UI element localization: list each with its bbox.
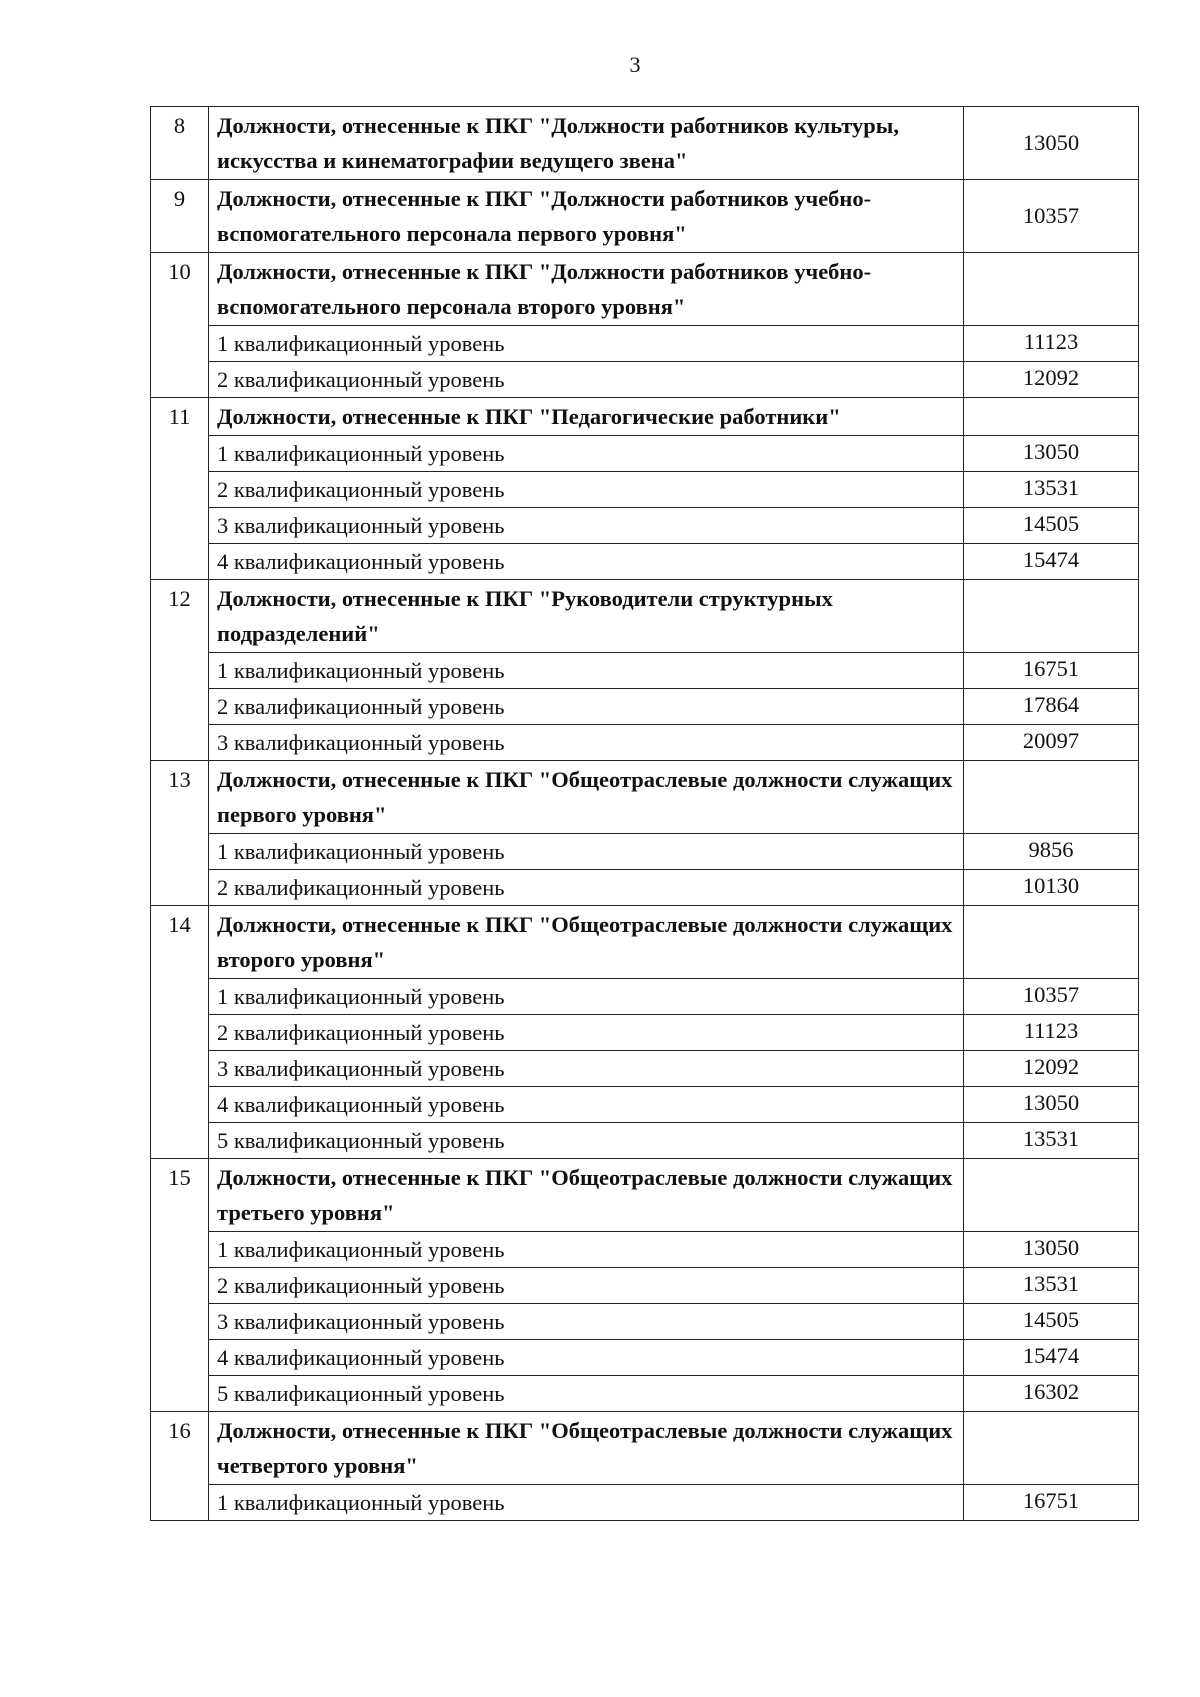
level-label: 2 квалификационный уровень (209, 689, 964, 725)
level-label: 2 квалификационный уровень (209, 1015, 964, 1051)
group-title: Должности, отнесенные к ПКГ "Должности работников учебно-вспомогательного персонала второго уровня" (209, 253, 964, 326)
level-label: 1 квалификационный уровень (209, 1485, 964, 1521)
level-value: 13050 (964, 1232, 1139, 1268)
level-value: 13050 (964, 1087, 1139, 1123)
level-row (151, 1087, 1139, 1123)
group-title: Должности, отнесенные к ПКГ "Общеотраслевые должности служащих четвертого уровня" (209, 1412, 964, 1485)
group-value (964, 398, 1139, 436)
group-number: 14 (151, 906, 209, 1159)
group-value (964, 580, 1139, 653)
level-row (151, 326, 1139, 362)
level-label: 3 квалификационный уровень (209, 1051, 964, 1087)
group-number: 13 (151, 761, 209, 906)
level-value: 16751 (964, 653, 1139, 689)
level-label: 1 квалификационный уровень (209, 653, 964, 689)
level-label: 5 квалификационный уровень (209, 1376, 964, 1412)
level-value: 16751 (964, 1485, 1139, 1521)
group-number: 11 (151, 398, 209, 580)
level-label: 5 квалификационный уровень (209, 1123, 964, 1159)
level-row (151, 1340, 1139, 1376)
level-row (151, 1232, 1139, 1268)
level-label: 3 квалификационный уровень (209, 1304, 964, 1340)
group-value: 13050 (964, 107, 1139, 180)
level-row (151, 653, 1139, 689)
level-value: 13531 (964, 472, 1139, 508)
group-row (151, 107, 1139, 180)
level-value: 13050 (964, 436, 1139, 472)
level-value: 16302 (964, 1376, 1139, 1412)
level-row (151, 979, 1139, 1015)
level-value: 9856 (964, 834, 1139, 870)
level-label: 4 квалификационный уровень (209, 544, 964, 580)
level-row (151, 725, 1139, 761)
group-row (151, 1159, 1139, 1232)
level-row (151, 1123, 1139, 1159)
level-value: 12092 (964, 1051, 1139, 1087)
salary-table (150, 106, 1139, 1521)
level-row (151, 544, 1139, 580)
level-value: 17864 (964, 689, 1139, 725)
level-label: 1 квалификационный уровень (209, 979, 964, 1015)
group-row (151, 580, 1139, 653)
group-row (151, 906, 1139, 979)
group-row (151, 180, 1139, 253)
group-title: Должности, отнесенные к ПКГ "Общеотраслевые должности служащих второго уровня" (209, 906, 964, 979)
group-title: Должности, отнесенные к ПКГ "Должности работников учебно-вспомогательного персонала первого уровня" (209, 180, 964, 253)
group-title: Должности, отнесенные к ПКГ "Руководители структурных подразделений" (209, 580, 964, 653)
group-number: 16 (151, 1412, 209, 1521)
level-row (151, 1268, 1139, 1304)
level-label: 2 квалификационный уровень (209, 870, 964, 906)
level-label: 2 квалификационный уровень (209, 472, 964, 508)
group-value (964, 1412, 1139, 1485)
level-value: 13531 (964, 1268, 1139, 1304)
level-value: 11123 (964, 1015, 1139, 1051)
page-number: 3 (629, 52, 641, 77)
level-row (151, 1376, 1139, 1412)
level-label: 1 квалификационный уровень (209, 326, 964, 362)
group-number: 15 (151, 1159, 209, 1412)
level-row (151, 834, 1139, 870)
level-value: 10130 (964, 870, 1139, 906)
level-row (151, 362, 1139, 398)
level-label: 1 квалификационный уровень (209, 834, 964, 870)
level-row (151, 689, 1139, 725)
group-title: Должности, отнесенные к ПКГ "Общеотраслевые должности служащих первого уровня" (209, 761, 964, 834)
level-label: 2 квалификационный уровень (209, 1268, 964, 1304)
level-row (151, 870, 1139, 906)
level-label: 3 квалификационный уровень (209, 508, 964, 544)
group-row (151, 1412, 1139, 1485)
level-label: 2 квалификационный уровень (209, 362, 964, 398)
group-value (964, 906, 1139, 979)
group-value: 10357 (964, 180, 1139, 253)
level-row (151, 472, 1139, 508)
group-title: Должности, отнесенные к ПКГ "Педагогические работники" (209, 398, 964, 436)
level-label: 1 квалификационный уровень (209, 436, 964, 472)
level-row (151, 508, 1139, 544)
group-number: 9 (151, 180, 209, 253)
group-row (151, 398, 1139, 436)
group-number: 10 (151, 253, 209, 398)
level-row (151, 1304, 1139, 1340)
level-label: 1 квалификационный уровень (209, 1232, 964, 1268)
level-row (151, 1015, 1139, 1051)
group-row (151, 761, 1139, 834)
group-number: 12 (151, 580, 209, 761)
level-label: 4 квалификационный уровень (209, 1340, 964, 1376)
level-value: 20097 (964, 725, 1139, 761)
group-title: Должности, отнесенные к ПКГ "Должности работников культуры, искусства и кинематографии ведущего звена" (209, 107, 964, 180)
group-value (964, 761, 1139, 834)
level-value: 10357 (964, 979, 1139, 1015)
level-label: 4 квалификационный уровень (209, 1087, 964, 1123)
group-row (151, 253, 1139, 326)
level-value: 12092 (964, 362, 1139, 398)
group-value (964, 1159, 1139, 1232)
level-value: 11123 (964, 326, 1139, 362)
level-row (151, 1485, 1139, 1521)
level-value: 14505 (964, 508, 1139, 544)
salary-table-body (151, 107, 1139, 1521)
group-title: Должности, отнесенные к ПКГ "Общеотраслевые должности служащих третьего уровня" (209, 1159, 964, 1232)
group-number: 8 (151, 107, 209, 180)
level-value: 15474 (964, 1340, 1139, 1376)
level-value: 14505 (964, 1304, 1139, 1340)
level-label: 3 квалификационный уровень (209, 725, 964, 761)
level-value: 15474 (964, 544, 1139, 580)
group-value (964, 253, 1139, 326)
level-row (151, 1051, 1139, 1087)
level-value: 13531 (964, 1123, 1139, 1159)
level-row (151, 436, 1139, 472)
